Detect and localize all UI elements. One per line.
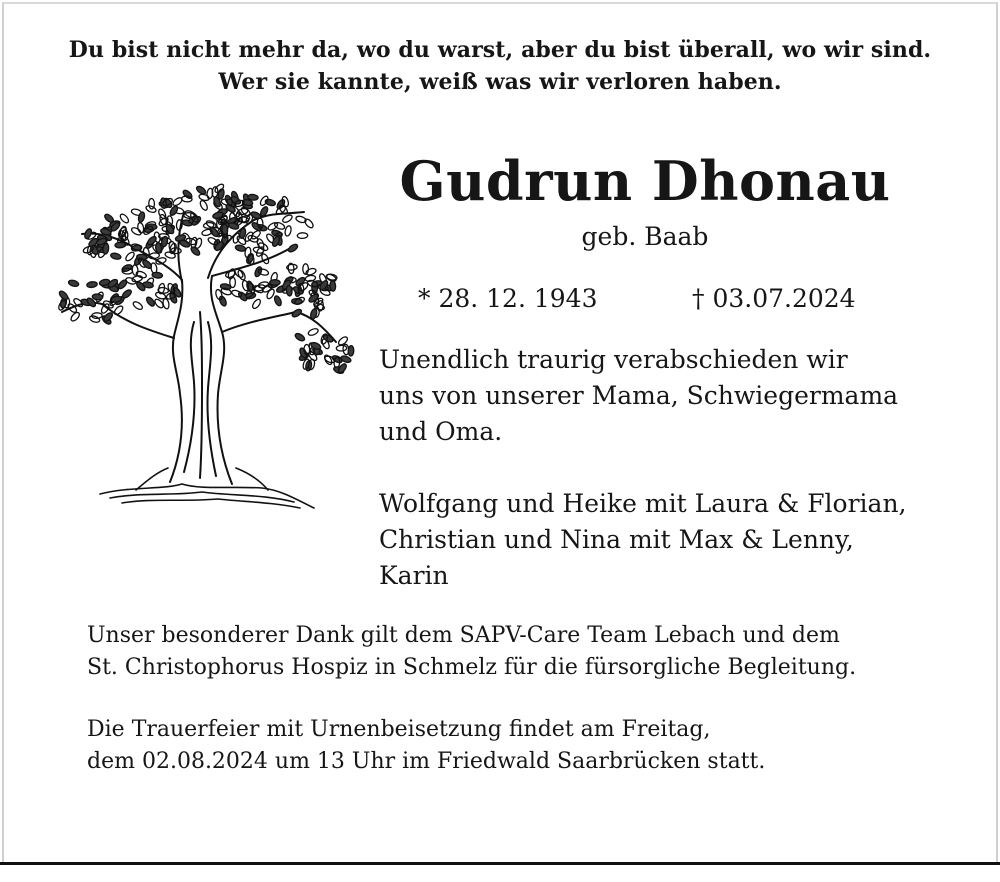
tree-leaf xyxy=(218,295,227,307)
tree-leaf xyxy=(348,346,354,357)
mourners-list xyxy=(379,486,907,594)
mourners-line: Wolfgang und Heike mit Laura & Florian, xyxy=(379,489,907,518)
tree-icon xyxy=(32,172,360,514)
tree-leaf xyxy=(273,295,282,307)
tree-leaf xyxy=(195,185,207,196)
tree-leaf xyxy=(70,311,81,322)
tree-leaf xyxy=(231,289,243,298)
tree-leaf xyxy=(282,214,294,224)
mourners-line: Karin xyxy=(379,561,449,590)
farewell-line: Unendlich traurig verabschieden wir xyxy=(379,345,848,374)
mourners-line: Christian und Nina mit Max & Lenny, xyxy=(379,525,854,554)
tree-leaf xyxy=(137,211,145,222)
tree-leaf xyxy=(130,226,142,236)
farewell-line: uns von unserer Mama, Schwiegermama xyxy=(379,381,899,410)
tree-leaf xyxy=(310,341,322,350)
tree-leaf xyxy=(251,298,262,310)
tree-leaf xyxy=(284,225,292,236)
birth-date: * 28. 12. 1943 xyxy=(418,284,598,313)
tree-leaf xyxy=(155,242,162,253)
tree-leaf xyxy=(337,362,348,374)
tree-leaf xyxy=(102,243,109,254)
tree-leaf xyxy=(115,242,126,248)
tree-leaf xyxy=(276,198,286,210)
tree-leaf xyxy=(297,233,308,239)
bottom-divider xyxy=(0,862,1000,882)
tree-leaf xyxy=(132,300,144,311)
motto-line-2: Wer sie kannte, weiß was wir verloren haben. xyxy=(218,69,782,95)
thanks-line: St. Christophorus Hospiz in Schmelz für die fürsorgliche Begleitung. xyxy=(87,655,857,680)
thanks-line: Unser besonderer Dank gilt dem SAPV-Care Team Lebach und dem xyxy=(87,623,840,648)
tree-leaf xyxy=(113,305,124,316)
tree-leaf xyxy=(330,281,336,292)
ceremony-line: dem 02.08.2024 um 13 Uhr im Friedwald Saarbrücken statt. xyxy=(87,749,766,774)
tree-leaf xyxy=(222,224,228,235)
tree-leaf xyxy=(310,308,318,320)
tree-leaf xyxy=(169,241,176,252)
farewell-text xyxy=(379,342,898,450)
tree-leaf xyxy=(110,252,121,260)
tree-leaf xyxy=(86,281,97,288)
tree-leaf xyxy=(124,251,135,262)
tree-leaf xyxy=(58,290,69,301)
tree-leaf xyxy=(152,272,163,279)
tree-leaf xyxy=(237,269,247,281)
tree-leaf xyxy=(307,327,319,336)
tree-leaf xyxy=(89,315,101,324)
ceremony-line: Die Trauerfeier mit Urnenbeisetzung findet am Freitag, xyxy=(87,717,711,742)
tree-leaf xyxy=(68,279,80,287)
tree-leaf xyxy=(145,296,156,308)
tree-leaf xyxy=(287,243,299,254)
tree-leaf xyxy=(336,345,347,351)
tree-leaf xyxy=(172,196,184,207)
tree-leaf xyxy=(199,199,209,211)
tree-leaf xyxy=(207,236,219,246)
tree-leaf xyxy=(141,259,152,270)
tree-leaf xyxy=(83,228,92,240)
tree-leaf xyxy=(92,294,103,300)
tree-leaf xyxy=(303,218,314,229)
motto-line-1: Du bist nicht mehr da, wo du warst, aber du bist überall, wo wir sind. xyxy=(68,37,932,63)
death-date: † 03.07.2024 xyxy=(692,284,856,313)
tree-leaf xyxy=(286,285,293,296)
tree-leaf xyxy=(121,288,133,299)
tree-leaf xyxy=(135,270,147,279)
tree-leaf xyxy=(149,198,155,209)
tree-leaf xyxy=(235,244,246,252)
tree-leaf xyxy=(323,354,333,366)
ceremony-text xyxy=(87,714,765,778)
tree-leaf xyxy=(206,188,213,199)
thanks-text xyxy=(87,620,856,684)
farewell-line: und Oma. xyxy=(379,417,503,446)
deceased-name: Gudrun Dhonau xyxy=(399,149,891,213)
tree-leaf xyxy=(294,332,306,342)
tree-leaf xyxy=(305,267,317,276)
motto xyxy=(0,34,1000,98)
tree-leaf xyxy=(270,280,280,286)
tree-leaf xyxy=(291,308,303,318)
maiden-name: geb. Baab xyxy=(581,222,709,251)
